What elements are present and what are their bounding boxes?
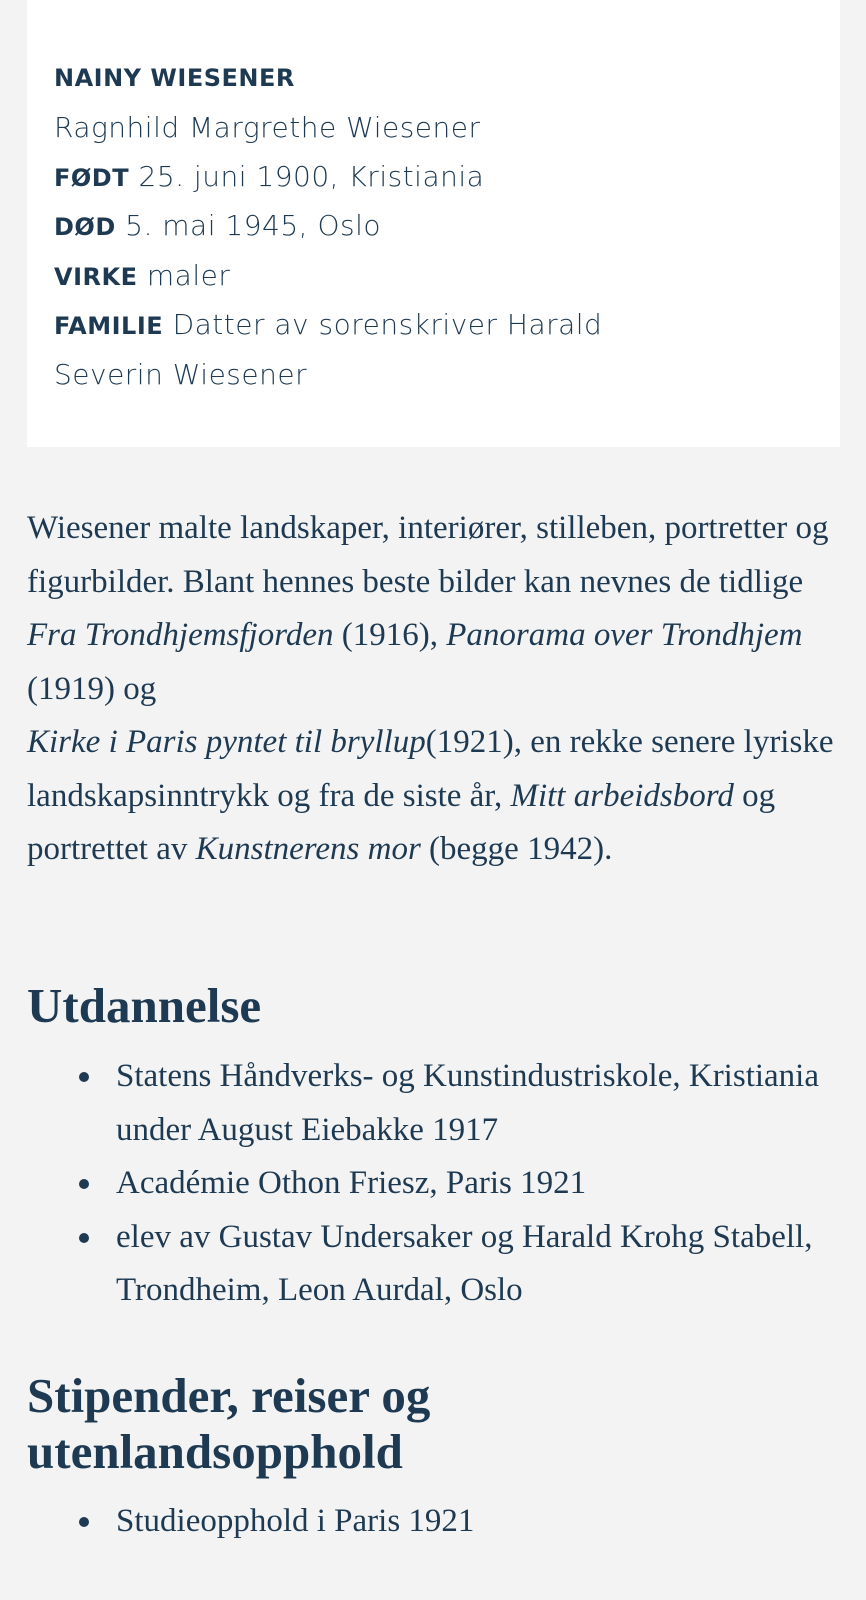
bullet-icon: [79, 1517, 89, 1527]
fact-row-occupation: [54, 252, 813, 302]
fact-value: 25. juni 1900, Kristiania: [138, 159, 485, 193]
article-paragraph: [27, 502, 847, 877]
text: og portrettet av: [27, 777, 776, 867]
fact-box-title: NAINY WIESENER: [54, 64, 295, 92]
fact-row-family-cont: Severin Wiesener: [54, 357, 308, 391]
fact-label: DØD: [54, 213, 116, 241]
fact-value: maler: [146, 258, 231, 292]
bullet-icon: [79, 1233, 89, 1243]
full-name: Ragnhild Margrethe Wiesener: [54, 111, 481, 144]
section-heading-education: Utdannelse: [27, 978, 262, 1033]
fact-value: 5. mai 1945, Oslo: [125, 209, 381, 242]
fact-row-born: [54, 153, 813, 203]
list-item: [0, 1050, 840, 1157]
fact-label: FAMILIE: [54, 312, 164, 340]
artwork-title: Kunstnerens mor: [195, 831, 421, 867]
education-list: [0, 1050, 840, 1318]
fact-box: [27, 0, 840, 447]
text: Wiesener malte landskaper, interiører, stilleben, portretter og figurbilder. Blant hennes beste bilder kan nevnes de tidlige: [27, 510, 829, 600]
text: (1921), en rekke senere lyriske landskapsinntrykk og fra de siste år,: [27, 724, 834, 814]
fact-value: Datter av sorenskriver Harald: [172, 308, 603, 341]
fact-row-died: [54, 202, 813, 252]
grants-list: [0, 1495, 840, 1549]
list-item-text: elev av Gustav Undersaker og Harald Krohg Stabell, Trondheim, Leon Aurdal, Oslo: [116, 1218, 813, 1308]
artwork-title: Fra Trondhjemsfjorden: [27, 617, 334, 653]
list-item: [0, 1211, 840, 1318]
text: (1919) og: [27, 670, 157, 707]
list-item: [0, 1157, 840, 1211]
fact-label: VIRKE: [54, 262, 138, 291]
fact-label: FØDT: [54, 163, 130, 192]
text: (1916),: [333, 617, 447, 653]
list-item-text: Studieopphold i Paris 1921: [116, 1503, 475, 1539]
bullet-icon: [79, 1179, 89, 1189]
list-item: [0, 1495, 840, 1549]
list-item-text: Statens Håndverks- og Kunstindustriskole, Kristiania under August Eiebakke 1917: [116, 1058, 819, 1148]
list-item-text: Académie Othon Friesz, Paris 1921: [116, 1165, 587, 1201]
fact-row-family: [54, 301, 813, 351]
artwork-title: Panorama over Trondhjem: [446, 617, 803, 653]
section-heading-grants: Stipender, reiser og utenlandsopphold: [27, 1368, 431, 1479]
artwork-title: Mitt arbeidsbord: [510, 777, 734, 814]
bullet-icon: [79, 1072, 89, 1082]
artwork-title: Kirke i Paris pyntet til bryllup: [27, 724, 426, 760]
text: (begge 1942).: [420, 831, 613, 867]
